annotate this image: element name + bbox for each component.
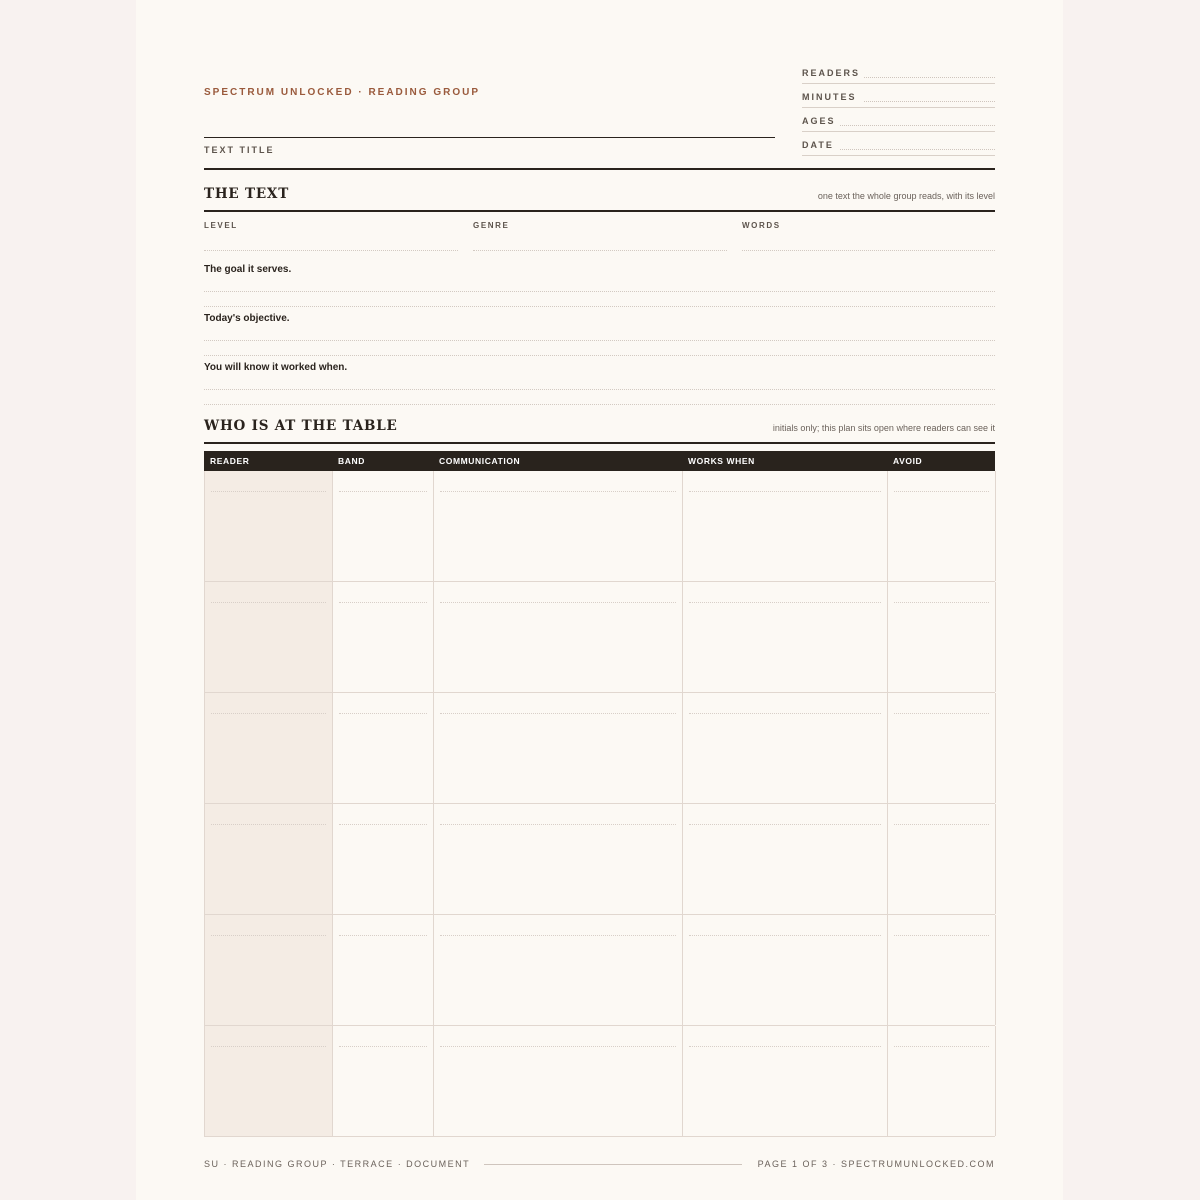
reader-cell[interactable] [205, 915, 333, 1025]
footer-left-text: SU · READING GROUP · TERRACE · DOCUMENT [204, 1159, 471, 1169]
avoid-cell[interactable] [888, 915, 996, 1025]
avoid-cell[interactable] [888, 471, 996, 581]
meta-readers-label: READERS [802, 68, 861, 78]
column-header-communication: COMMUNICATION [439, 456, 521, 466]
communication-cell[interactable] [434, 471, 683, 581]
footer-right-text: PAGE 1 OF 3 · SPECTRUMUNLOCKED.COM [757, 1159, 995, 1169]
text-title-field-line[interactable] [204, 137, 775, 138]
column-header-avoid: AVOID [893, 456, 923, 466]
genre-field[interactable] [473, 250, 727, 251]
section-title-who-is-at-the-table: WHO IS AT THE TABLE [204, 418, 398, 434]
communication-cell[interactable] [434, 582, 683, 692]
section-note-who-is-at-the-table: initials only; this plan sits open where readers can see it [772, 423, 995, 433]
avoid-cell[interactable] [888, 693, 996, 803]
meta-date-label: DATE [802, 140, 834, 150]
level-label: LEVEL [204, 221, 238, 230]
prompt-objective-line-1[interactable] [204, 340, 995, 341]
prompt-goal-line-1[interactable] [204, 291, 995, 292]
prompt-goal-line-2[interactable] [204, 306, 995, 307]
text-title-label: TEXT TITLE [204, 145, 275, 155]
band-cell[interactable] [333, 693, 434, 803]
level-field[interactable] [204, 250, 458, 251]
column-header-works-when: WORKS WHEN [688, 456, 755, 466]
document-page [136, 0, 1063, 1200]
communication-cell[interactable] [434, 915, 683, 1025]
meta-ages-label: AGES [802, 116, 836, 126]
section-title-the-text: THE TEXT [204, 186, 290, 202]
meta-minutes-label: MINUTES [802, 92, 857, 102]
words-field[interactable] [742, 250, 995, 251]
reader-cell[interactable] [205, 1026, 333, 1136]
reader-cell[interactable] [205, 582, 333, 692]
works-when-cell[interactable] [683, 471, 888, 581]
table-row [205, 915, 995, 1026]
band-cell[interactable] [333, 1026, 434, 1136]
footer-divider [484, 1164, 742, 1165]
communication-cell[interactable] [434, 1026, 683, 1136]
genre-label: GENRE [473, 221, 510, 230]
section-note-the-text: one text the whole group reads, with its level [817, 191, 995, 201]
meta-readers-row[interactable] [802, 62, 995, 86]
table-row [205, 1026, 995, 1137]
prompt-success-line-1[interactable] [204, 389, 995, 390]
band-cell[interactable] [333, 471, 434, 581]
avoid-cell[interactable] [888, 804, 996, 914]
brand-title: SPECTRUM UNLOCKED · READING GROUP [204, 87, 481, 98]
table-row [205, 693, 995, 804]
avoid-cell[interactable] [888, 582, 996, 692]
communication-cell[interactable] [434, 693, 683, 803]
column-header-reader: READER [210, 456, 250, 466]
avoid-cell[interactable] [888, 1026, 996, 1136]
works-when-cell[interactable] [683, 582, 888, 692]
prompt-goal: The goal it serves. [204, 264, 292, 275]
table-row [205, 582, 995, 693]
prompt-success: You will know it worked when. [204, 362, 348, 373]
band-cell[interactable] [333, 582, 434, 692]
prompt-objective: Today's objective. [204, 313, 290, 324]
band-cell[interactable] [333, 804, 434, 914]
prompt-success-line-2[interactable] [204, 404, 995, 405]
table-row [205, 471, 995, 582]
words-label: WORDS [742, 221, 781, 230]
header-divider [204, 168, 995, 170]
communication-cell[interactable] [434, 804, 683, 914]
meta-ages-row[interactable] [802, 110, 995, 134]
works-when-cell[interactable] [683, 693, 888, 803]
prompt-objective-line-2[interactable] [204, 355, 995, 356]
works-when-cell[interactable] [683, 804, 888, 914]
table-body [204, 471, 995, 1137]
section-rule-who-is-at-the-table [204, 442, 995, 444]
table-row [205, 804, 995, 915]
reader-cell[interactable] [205, 693, 333, 803]
meta-minutes-row[interactable] [802, 86, 995, 110]
reader-cell[interactable] [205, 471, 333, 581]
meta-fields [802, 62, 995, 158]
works-when-cell[interactable] [683, 1026, 888, 1136]
readers-table [204, 451, 995, 1137]
works-when-cell[interactable] [683, 915, 888, 1025]
band-cell[interactable] [333, 915, 434, 1025]
column-header-band: BAND [338, 456, 365, 466]
table-header [204, 451, 995, 471]
section-rule-the-text [204, 210, 995, 212]
meta-date-row[interactable] [802, 134, 995, 158]
reader-cell[interactable] [205, 804, 333, 914]
